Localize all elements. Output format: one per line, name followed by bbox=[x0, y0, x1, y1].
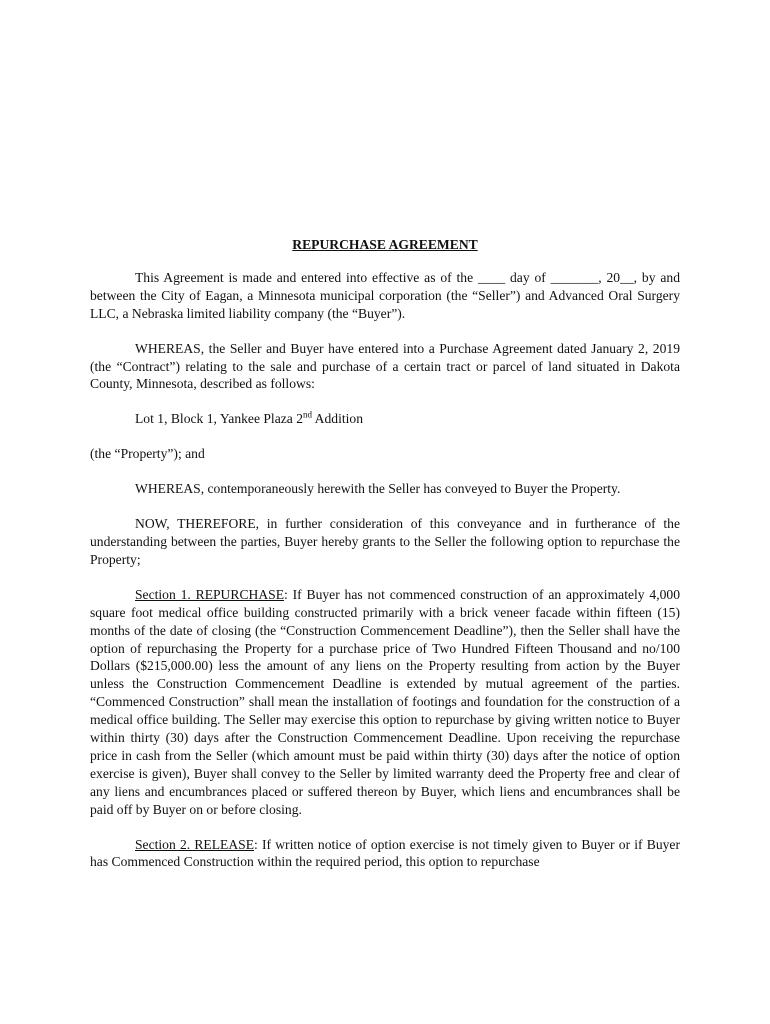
whereas-paragraph-2: WHEREAS, contemporaneously herewith the Seller has conveyed to Buyer the Property. bbox=[135, 481, 621, 497]
section-2-paragraph bbox=[90, 836, 680, 872]
section-2-body: : If written notice of option exercise is not timely given to Buyer or if Buyer has Commenced Construction within the required period, this option to repurchase bbox=[90, 836, 680, 870]
whereas-paragraph-1: WHEREAS, the Seller and Buyer have entered into a Purchase Agreement dated January 2, 2019 (the “Contract”) relating to the sale and purchase of a certain tract or parcel of land situated in Dakota County, Minnesota, described as follows: bbox=[90, 340, 680, 392]
lot-text-suffix: Addition bbox=[312, 411, 363, 427]
section-2-heading: Section 2. RELEASE bbox=[135, 836, 255, 852]
section-1-heading: Section 1. REPURCHASE bbox=[135, 586, 285, 602]
section-1-body: : If Buyer has not commenced construction of an approximately 4,000 square foot medical office building constructed primarily with a brick veneer facade within fifteen (15) months of the date of closing (the “Construction Commencement Deadline”), then the Seller shall have the option of repurchasing the Property for a purchase price of Two Hundred Fifteen Thousand and no/100 Dollars ($215,000.00) less the amount of any liens on the Property resulting from action by the Buyer unless the Construction Commencement Deadline is extended by mutual agreement of the parties. “Commenced Construction” shall mean the installation of footings and foundation for the construction of a medical office building. The Seller may exercise this option to repurchase by giving written notice to Buyer within thirty (30) days after the Construction Commencement Deadline. Upon receiving the repurchase price in cash from the Seller (which amount must be paid within thirty (30) days after the notice of option exercise is given), Buyer shall convey to the Seller by limited warranty deed the Property free and clear of any liens and encumbrances placed or suffered thereon by Buyer, which liens and encumbrances shall be paid off by Buyer on or before closing. bbox=[90, 586, 680, 817]
property-definition: (the “Property”); and bbox=[90, 446, 205, 462]
now-therefore-paragraph: NOW, THEREFORE, in further consideration of this conveyance and in furtherance of the understanding between the parties, Buyer hereby grants to the Seller the following option to repurchase the Property; bbox=[90, 516, 680, 567]
section-1-paragraph bbox=[90, 586, 680, 819]
property-legal-description bbox=[135, 410, 680, 428]
intro-paragraph: This Agreement is made and entered into effective as of the ____ day of _______, 20__, by and between the City of Eagan, a Minnesota municipal corporation (the “Seller”) and Advanced Oral Surgery LLC, a Nebraska limited liability company (the “Buyer”). bbox=[90, 269, 680, 321]
agreement-body bbox=[90, 236, 680, 888]
lot-ordinal-suffix: nd bbox=[303, 409, 313, 420]
lot-text: Lot 1, Block 1, Yankee Plaza 2 bbox=[135, 411, 304, 427]
document-title: REPURCHASE AGREEMENT bbox=[292, 237, 478, 252]
